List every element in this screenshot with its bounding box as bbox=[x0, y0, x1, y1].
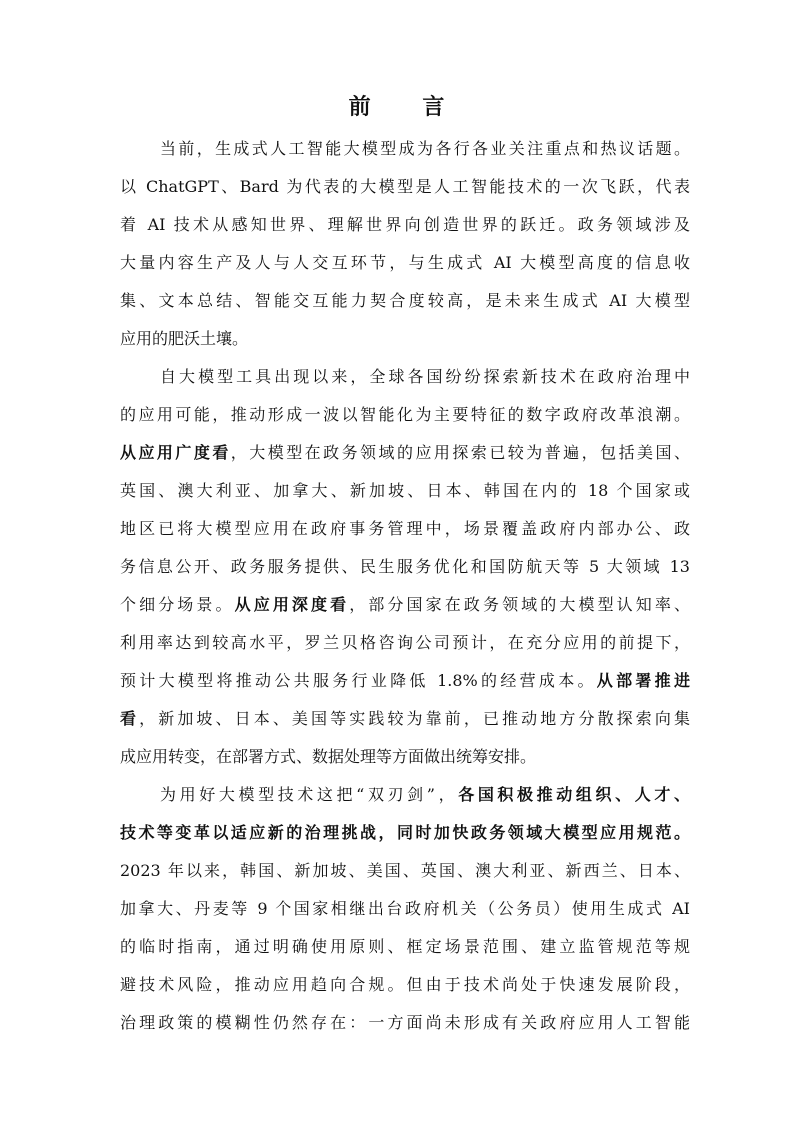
bold-text-segment: 技术等变革以适应新的治理挑战，同时加快政务领域大模型应用规范。 bbox=[120, 823, 690, 842]
text-segment: 的应用可能，推动形成一波以智能化为主要特征的数字政府改革浪潮。 bbox=[120, 405, 690, 424]
bold-text-segment: 从部署推进 bbox=[596, 671, 690, 690]
text-segment: ，新加坡、日本、美国等实践较为靠前，已推动地方分散探索向集 bbox=[139, 709, 690, 728]
text-segment: 个细分场景。 bbox=[120, 595, 235, 614]
text-segment: 为用好大模型技术这把“双刃剑”， bbox=[160, 785, 459, 804]
text-line bbox=[160, 777, 690, 813]
text-segment: 应用的肥沃土壤。 bbox=[120, 329, 249, 348]
page-title: 前 言 bbox=[348, 95, 467, 120]
bold-text-segment: 各国积极推动组织、人才、 bbox=[458, 785, 690, 804]
text-line bbox=[120, 891, 690, 927]
text-line bbox=[120, 701, 690, 737]
text-segment: 加拿大、丹麦等 9 个国家相继出台政府机关（公务员）使用生成式 AI bbox=[120, 899, 690, 918]
text-segment: 治理政策的模糊性仍然存在：一方面尚未形成有关政府应用人工智能 bbox=[120, 1013, 690, 1032]
bold-text-segment: 从应用深度看 bbox=[234, 595, 350, 614]
text-line bbox=[160, 359, 690, 395]
text-line bbox=[120, 473, 690, 509]
text-line bbox=[120, 929, 690, 965]
text-line bbox=[120, 511, 690, 547]
text-segment: 集、文本总结、智能交互能力契合度较高，是未来生成式 AI 大模型 bbox=[120, 291, 690, 310]
text-segment: 大量内容生产及人与人交互环节，与生成式 AI 大模型高度的信息收 bbox=[120, 253, 690, 272]
text-segment: 着 AI 技术从感知世界、理解世界向创造世界的跃迁。政务领域涉及 bbox=[120, 215, 690, 234]
text-line bbox=[120, 549, 690, 585]
text-segment: 预计大模型将推动公共服务行业降低 1.8%的经营成本。 bbox=[120, 671, 597, 690]
text-segment: 2023 年以来，韩国、新加坡、美国、英国、澳大利亚、新西兰、日本、 bbox=[120, 861, 690, 880]
text-line bbox=[120, 169, 690, 205]
text-segment: 成应用转变，在部署方式、数据处理等方面做出统筹安排。 bbox=[120, 747, 537, 766]
text-segment: 当前，生成式人工智能大模型成为各行各业关注重点和热议话题。 bbox=[160, 139, 690, 158]
text-line bbox=[120, 1005, 690, 1041]
bold-text-segment: 从应用广度看 bbox=[120, 443, 231, 462]
text-line bbox=[160, 131, 690, 167]
text-segment: 避技术风险，推动应用趋向合规。但由于技术尚处于快速发展阶段， bbox=[120, 975, 690, 994]
text-line bbox=[120, 663, 690, 699]
text-segment: 的临时指南，通过明确使用原则、框定场景范围、建立监管规范等规 bbox=[120, 937, 690, 956]
bold-text-segment: 看 bbox=[120, 709, 140, 728]
text-segment: ，大模型在政务领域的应用探索已较为普遍，包括美国、 bbox=[230, 443, 690, 462]
text-line bbox=[120, 739, 690, 775]
text-line bbox=[120, 283, 690, 319]
text-segment: 以 ChatGPT、Bard 为代表的大模型是人工智能技术的一次飞跃，代表 bbox=[120, 177, 690, 196]
text-segment: ，部分国家在政务领域的大模型认知率、 bbox=[349, 595, 690, 614]
text-line bbox=[120, 815, 690, 851]
text-segment: 英国、澳大利亚、加拿大、新加坡、日本、韩国在内的 18 个国家或 bbox=[120, 481, 690, 500]
text-segment: 地区已将大模型应用在政府事务管理中，场景覆盖政府内部办公、政 bbox=[120, 519, 690, 538]
text-line bbox=[120, 245, 690, 281]
text-line bbox=[120, 853, 690, 889]
text-line bbox=[120, 321, 690, 357]
text-line bbox=[120, 967, 690, 1003]
text-line bbox=[120, 397, 690, 433]
text-line bbox=[120, 435, 690, 471]
text-line bbox=[120, 207, 690, 243]
text-segment: 务信息公开、政务服务提供、民生服务优化和国防航天等 5 大领域 13 bbox=[120, 557, 690, 576]
text-line bbox=[120, 587, 690, 623]
text-segment: 利用率达到较高水平，罗兰贝格咨询公司预计，在充分应用的前提下， bbox=[120, 633, 690, 652]
text-line bbox=[120, 625, 690, 661]
text-segment: 自大模型工具出现以来，全球各国纷纷探索新技术在政府治理中 bbox=[160, 367, 690, 386]
